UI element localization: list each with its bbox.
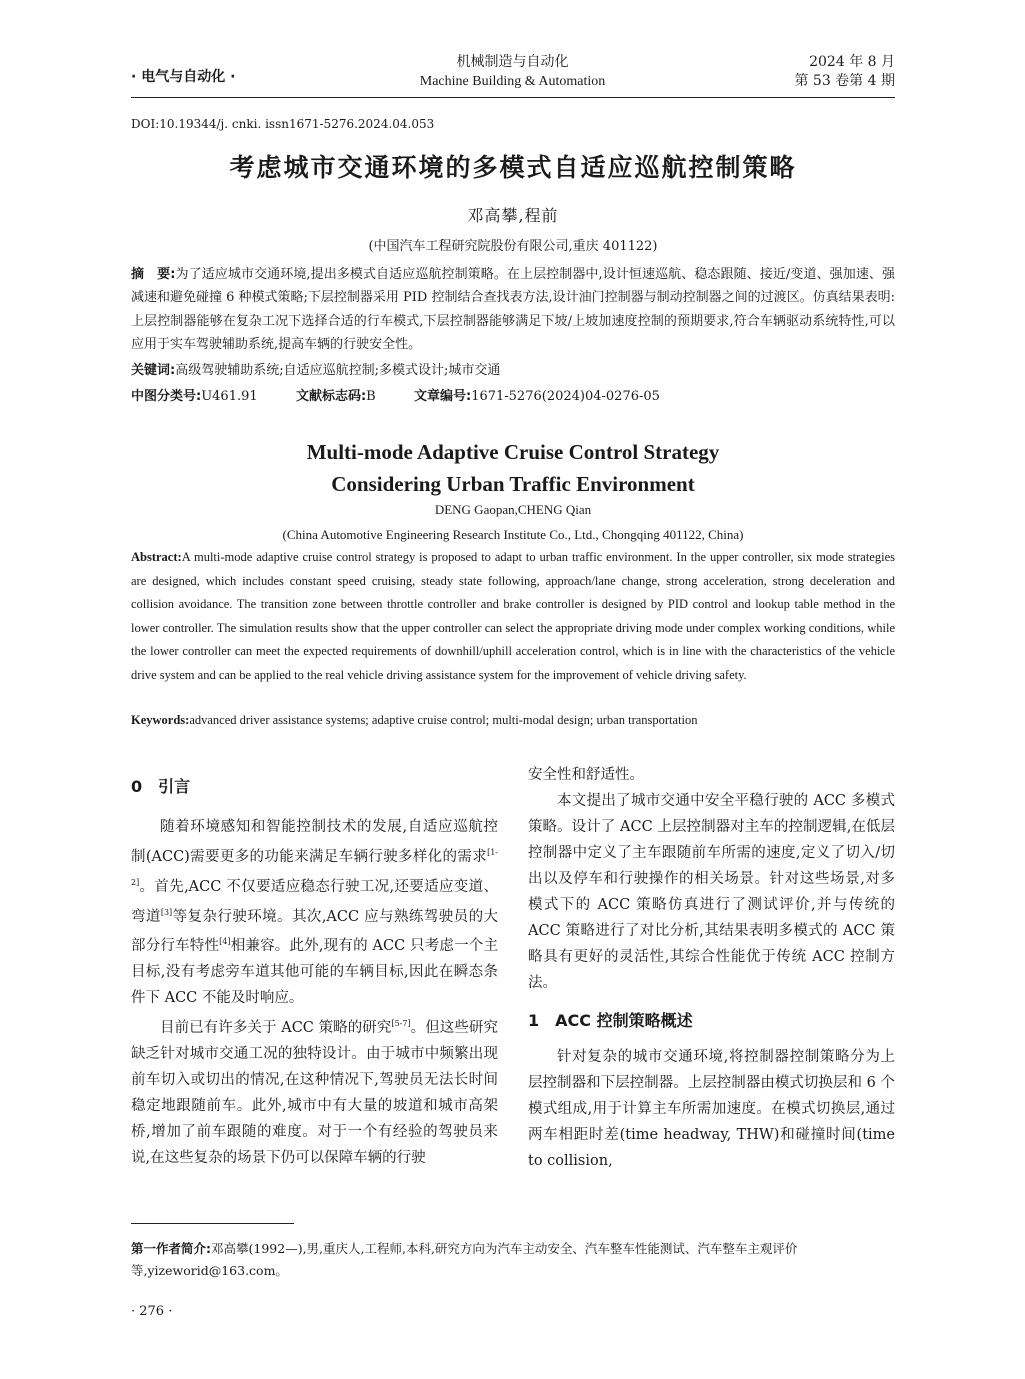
- keywords-en-text: advanced driver assistance systems; adaptive cruise control; multi-modal design; urban transportation: [189, 713, 698, 727]
- intro-paragraph-2-cont: 安全性和舒适性。: [528, 767, 644, 783]
- article-id-label: 文章编号:: [413, 389, 472, 404]
- page-number: · 276 ·: [131, 1304, 173, 1319]
- keywords-cn-label: 关键词:: [131, 363, 176, 378]
- classification-row: [131, 385, 895, 404]
- keywords-cn: [131, 359, 895, 382]
- left-column: [131, 774, 498, 1171]
- journal-name: [360, 53, 665, 91]
- footnote-divider: [131, 1223, 294, 1224]
- abstract-en-label: Abstract:: [131, 550, 182, 564]
- issue-volume: 第 53 卷第 4 期: [794, 73, 895, 89]
- doi: DOI:10.19344/j. cnki. issn1671-5276.2024.04.053: [131, 117, 435, 131]
- intro-paragraph-2: 目前已有许多关于 ACC 策略的研究[5-7]。但这些研究缺乏针对城市交通工况的独特设计。由于城市中频繁出现前车切入或切出的情况,在这种情况下,驾驶员无法长时间稳定地跟随前车。此外,城市中有大量的坡道和城市高架桥,增加了前车跟随的难度。对于一个有经验的驾驶员来说,在这些复杂的场景下仍可以保障车辆的行驶: [131, 1019, 499, 1167]
- citation-3: [3]: [160, 907, 173, 917]
- abstract-cn: [131, 263, 895, 357]
- citation-5-7: [5-7]: [391, 1019, 411, 1029]
- section-1-heading: 1 ACC 控制策略概述: [528, 1011, 693, 1030]
- title-cn: 考虑城市交通环境的多模式自适应巡航控制策略: [229, 153, 797, 182]
- title-en: Multi-mode Adaptive Cruise Control Strategy Considering Urban Traffic Environment: [306, 440, 720, 496]
- clc-value: U461.91: [201, 389, 258, 404]
- section-label: · 电气与自动化 ·: [131, 69, 236, 85]
- article-id-value: 1671-5276(2024)04-0276-05: [471, 389, 660, 404]
- section-0-heading: 0 引言: [131, 777, 191, 796]
- footnote-text: 邓高攀(1992—),男,重庆人,工程师,本科,研究方向为汽车主动安全、汽车整车性能测试、汽车整车主观评价等,yizeworid@163.com。: [131, 1241, 798, 1278]
- footnote-label: 第一作者简介:: [131, 1241, 211, 1256]
- journal-name-cn: 机械制造与自动化: [456, 54, 569, 70]
- doc-code-label: 文献标志码:: [295, 389, 367, 404]
- keywords-en: [131, 713, 895, 728]
- affiliation-en: (China Automotive Engineering Research Institute Co., Ltd., Chongqing 401122, China): [282, 527, 744, 542]
- keywords-cn-text: 高级驾驶辅助系统;自适应巡航控制;多模式设计;城市交通: [175, 363, 501, 378]
- section-1-paragraph-1: 针对复杂的城市交通环境,将控制器控制策略分为上层控制器和下层控制器。上层控制器由模式切换层和 6 个模式组成,用于计算主车所需加速度。在模式切换层,通过两车相距时差(time headway, THW)和碰撞时间(time to collision,: [528, 1049, 895, 1169]
- author-footnote: [131, 1238, 895, 1282]
- authors-cn: 邓高攀,程前: [467, 206, 559, 225]
- issue-date: 2024 年 8 月: [809, 54, 895, 70]
- abstract-cn-label: 摘 要:: [131, 267, 176, 282]
- affiliation-cn: (中国汽车工程研究院股份有限公司,重庆 401122): [368, 239, 658, 254]
- citation-4: [4]: [219, 937, 231, 947]
- abstract-en: [131, 546, 895, 688]
- issue-info: [760, 53, 895, 91]
- abstract-cn-text: 为了适应城市交通环境,提出多模式自适应巡航控制策略。在上层控制器中,设计恒速巡航、稳态跟随、接近/变道、强加速、强减速和避免碰撞 6 种模式策略;下层控制器采用 PID 控制结合查找表方法,设计油门控制器与制动控制器之间的过渡区。仿真结果表明:上层控制器能够在复杂工况下选择合适的行车模式,下层控制器能够满足下坡/上坡加速度控制的预期要求,符合车辆驱动系统特性,可以应用于实车驾驶辅助系统,提高车辆的行驶安全性。: [131, 267, 895, 353]
- intro-paragraph-1: 随着环境感知和智能控制技术的发展,自适应巡航控制(ACC)需要更多的功能来满足车辆行驶多样化的需求[1-2]。首先,ACC 不仅要适应稳态行驶工况,还要适应变道、弯道[3]等复杂行驶环境。其次,ACC 应与熟练驾驶员的大部分行车特性[4]相兼容。此外,现有的 ACC 只考虑一个主目标,没有考虑旁车道其他可能的车辆目标,因此在瞬态条件下 ACC 不能及时响应。: [131, 819, 498, 1007]
- keywords-en-label: Keywords:: [131, 713, 190, 727]
- doc-code-value: B: [366, 389, 376, 404]
- right-column: [528, 762, 895, 1174]
- authors-en: DENG Gaopan,CHENG Qian: [434, 502, 592, 517]
- header-divider: [131, 97, 895, 98]
- journal-name-en: Machine Building & Automation: [419, 74, 606, 89]
- citation-1-2: [1-2]: [131, 848, 498, 887]
- clc-label: 中图分类号:: [131, 389, 202, 404]
- intro-paragraph-3: 本文提出了城市交通中安全平稳行驶的 ACC 多模式策略。设计了 ACC 上层控制器对主车的控制逻辑,在低层控制器中定义了主车跟随前车所需的速度,定义了切入/切出以及停车和行驶操作的相关场景。针对这些场景,对多模式下的 ACC 策略仿真进行了测试评价,并与传统的 ACC 策略进行了对比分析,其结果表明多模式的 ACC 策略具有更好的灵活性,其综合性能优于传统 ACC 控制方法。: [528, 793, 895, 991]
- abstract-en-text: A multi-mode adaptive cruise control strategy is proposed to adapt to urban traffic environment. In the upper controller, six mode strategies are designed, which includes constant speed cruising, steady state following, approach/lane change, strong acceleration, strong deceleration and collision avoidance. The transition zone between throttle controller and brake controller is designed by PID control and lookup table method in the lower controller. The simulation results show that the upper controller can select the appropriate driving mode under complex working conditions, while the lower controller can meet the expected requirements of downhill/uphill acceleration control, which is in line with the characteristics of the vehicle drive system and can be applied to the real vehicle driving assistance system for the improvement of vehicle driving safety.: [131, 550, 895, 682]
